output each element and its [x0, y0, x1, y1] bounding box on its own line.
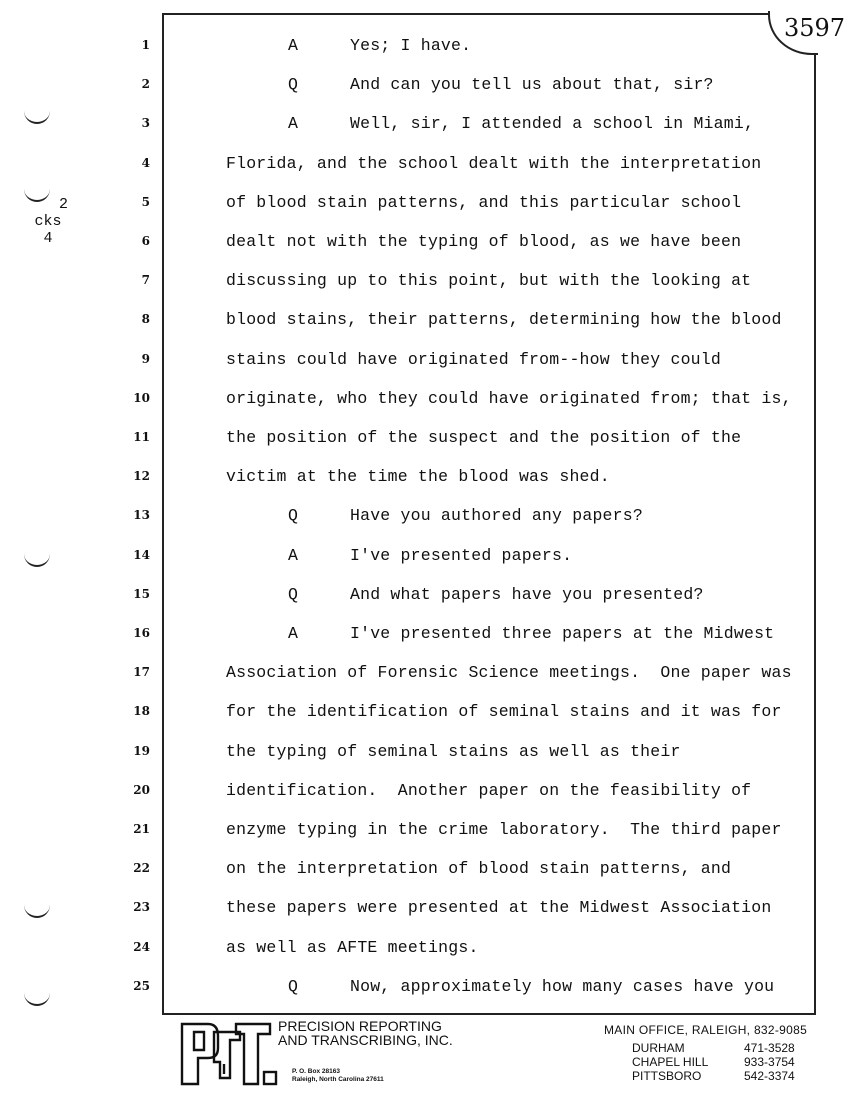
transcript-line: enzyme typing in the crime laboratory. The third paper	[226, 820, 782, 839]
line-number: 17	[133, 665, 150, 680]
line-number: 3	[141, 116, 150, 131]
office-city: CHAPEL HILL	[632, 1055, 709, 1069]
office-city: DURHAM	[632, 1041, 685, 1055]
line-number: 19	[133, 743, 150, 758]
address-line: Raleigh, North Carolina 27611	[292, 1076, 384, 1083]
line-number: 2	[141, 77, 150, 92]
company-address	[292, 1068, 384, 1084]
transcript-line: Association of Forensic Science meetings. One paper was	[226, 663, 792, 683]
transcript-line: I've presented three papers at the Midwest	[350, 624, 775, 643]
transcript-line: for the identification of seminal stains and it was for	[226, 702, 782, 722]
line-number: 4	[141, 155, 150, 170]
margin-note-line: 2	[58, 196, 68, 213]
speaker-label: A	[288, 624, 298, 643]
speaker-label: A	[288, 36, 298, 55]
line-number: 22	[133, 861, 150, 876]
speaker-label: Q	[288, 506, 298, 526]
office-row	[632, 1041, 795, 1055]
transcript-line: blood stains, their patterns, determining how the blood	[226, 310, 782, 330]
speaker-label: Q	[288, 584, 298, 604]
office-phone: 471-3528	[744, 1041, 795, 1055]
margin-note	[28, 196, 68, 247]
transcript-line: dealt not with the typing of blood, as we have been	[226, 232, 742, 251]
line-number: 24	[133, 939, 150, 954]
transcript-line: And what papers have you presented?	[350, 584, 704, 604]
pt-logo	[178, 1018, 280, 1088]
company-line: AND TRANSCRIBING, INC.	[278, 1032, 453, 1048]
transcript-line: originate, who they could have originated from; that is,	[226, 388, 792, 408]
line-number: 6	[141, 234, 150, 248]
line-number: 25	[133, 978, 150, 993]
speaker-label: Q	[288, 75, 298, 95]
line-number: 9	[141, 351, 150, 366]
transcript-line: I've presented papers.	[350, 545, 573, 565]
transcript-line: identification. Another paper on the feasibility of	[226, 780, 752, 800]
page-number: 3597	[784, 14, 846, 42]
office-phone: 933-3754	[744, 1055, 795, 1069]
transcript-line: And can you tell us about that, sir?	[350, 75, 714, 95]
binder-margin	[0, 0, 130, 1094]
speaker-label: A	[288, 114, 298, 134]
line-number: 10	[133, 390, 150, 405]
line-number: 11	[133, 430, 150, 444]
transcript-line: Yes; I have.	[350, 36, 472, 55]
transcript-line: as well as AFTE meetings.	[226, 937, 479, 957]
transcript-line: Florida, and the school dealt with the interpretation	[226, 153, 762, 173]
line-number: 15	[133, 586, 150, 601]
main-office: MAIN OFFICE, RALEIGH, 832-9085	[604, 1023, 808, 1037]
speaker-label: A	[288, 545, 298, 565]
line-number: 1	[141, 38, 150, 52]
punch-hole-mark	[24, 990, 50, 1006]
office-city: PITTSBORO	[632, 1069, 702, 1083]
line-number: 7	[141, 273, 150, 288]
line-number: 5	[141, 194, 150, 209]
punch-hole-mark	[24, 108, 50, 124]
line-number: 21	[133, 822, 150, 836]
line-number: 13	[133, 508, 150, 523]
line-number: 16	[133, 626, 150, 640]
company-line: PRECISION REPORTING	[278, 1018, 442, 1034]
office-row	[632, 1069, 795, 1083]
transcript-line: Have you authored any papers?	[350, 506, 643, 526]
transcript-line: Well, sir, I attended a school in Miami,	[350, 114, 755, 134]
margin-note-line: cks	[34, 213, 62, 230]
transcript-line: Now, approximately how many cases have you	[350, 976, 775, 996]
line-number: 8	[141, 312, 150, 327]
office-phone: 542-3374	[744, 1069, 795, 1083]
transcript-line: discussing up to this point, but with the looking at	[226, 271, 752, 291]
line-number: 14	[133, 547, 150, 562]
punch-hole-mark	[24, 902, 50, 918]
transcript-line: victim at the time the blood was shed.	[226, 467, 610, 487]
speaker-label: Q	[288, 976, 298, 996]
transcript-line: of blood stain patterns, and this particular school	[226, 192, 742, 212]
office-row	[632, 1055, 795, 1069]
transcript-line: the typing of seminal stains as well as their	[226, 741, 681, 761]
company-name	[278, 1019, 453, 1047]
margin-note-line: 4	[43, 230, 53, 247]
transcript-line: on the interpretation of blood stain patterns, and	[226, 859, 732, 879]
transcript-line: the position of the suspect and the position of the	[226, 428, 742, 447]
line-number: 12	[133, 469, 150, 484]
address-line: P. O. Box 28163	[292, 1068, 340, 1075]
line-number: 18	[133, 704, 150, 719]
line-number: 20	[133, 782, 150, 797]
transcript-line: these papers were presented at the Midwest Association	[226, 898, 772, 918]
transcript-line: stains could have originated from--how they could	[226, 349, 721, 369]
line-number: 23	[133, 900, 150, 915]
punch-hole-mark	[24, 551, 50, 567]
